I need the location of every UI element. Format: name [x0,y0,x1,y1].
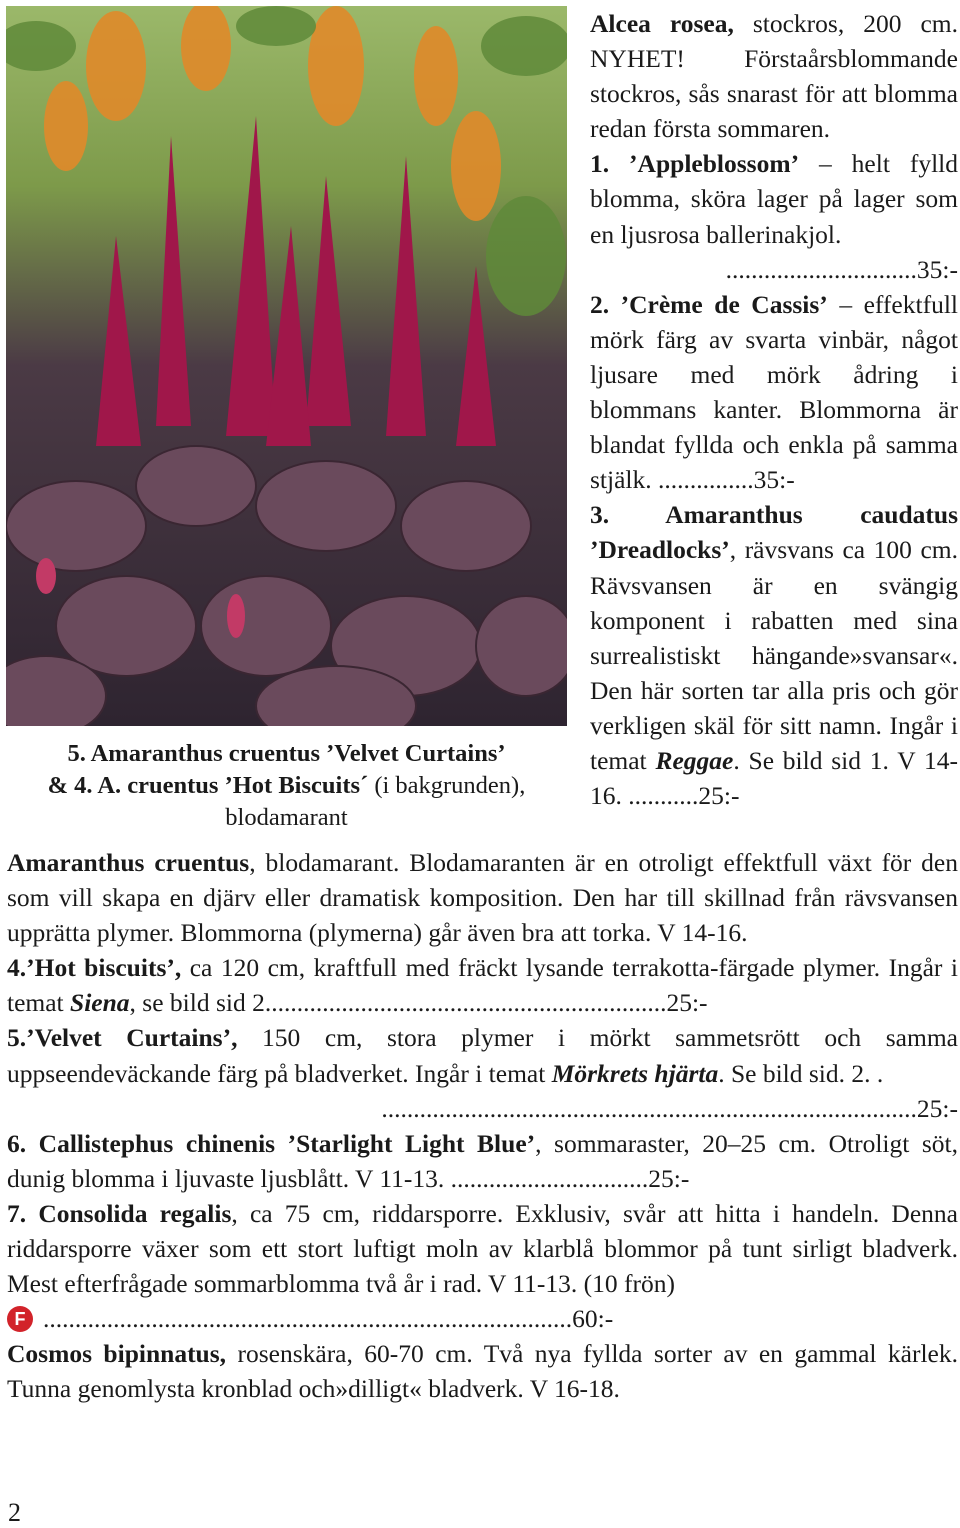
cosmos-entry [7,1336,958,1406]
item-7-price-line [7,1301,958,1336]
amaranthus-photo [6,6,567,726]
item-4-theme: Siena [70,988,130,1018]
item-1-price: ..............................35:- [725,254,958,284]
photo-illustration [6,6,567,726]
cruentus-entry [7,845,958,950]
item-7-text: , ca 75 cm, riddarsporre. Exklusiv, svår att hitta i handeln. Denna riddarsporre växer som ett stort luftigt moln av klarblå blommor på tunt sirligt bladverk. Mest efterfrågade sommarblomma två år i rad. V 11-13. (10 frön) [7,1198,958,1299]
item-5-after: . Se bild sid. 2. . [718,1058,884,1088]
item-6-entry [7,1126,958,1196]
caption-line-2-bold: & 4. A. cruentus ’Hot Biscuits´ [47,772,369,799]
item-4-text: ca 120 cm, kraftfull med fräckt lysande terrakotta-färgade plymer. Ingår i temat [7,953,958,1018]
alcea-title: Alcea rosea, [590,9,734,38]
item-5-theme: Mörkrets hjärta [551,1058,719,1088]
item-4-entry [7,950,958,1020]
caption-line-2 [6,770,567,802]
item-6-title: 6. Callistephus chinenis ’Starlight Light Blue’ [7,1128,536,1158]
item-4-title: 4.’Hot biscuits’, [7,953,182,983]
caption-line-1: 5. Amaranthus cruentus ’Velvet Curtains’ [67,740,506,767]
item-5-price: ....................................................................................25:- [381,1093,958,1123]
item-1-title: 1. ’Appleblossom’ [590,149,800,179]
item-3-entry [590,497,958,813]
right-column [590,6,958,813]
caption-line-2-rest: (i bakgrunden), [368,772,526,799]
alcea-entry [590,6,958,146]
item-3-title: 3. Amaranthus caudatus ’Dreadlocks’ [590,500,958,565]
alcea-text: stockros, 200 cm. NYHET! Förstaårsblommande stockros, sås snarast för att blomma redan första sommaren. [590,9,958,144]
full-width-text [7,845,958,1407]
item-1-entry [590,146,958,286]
item-5-entry [7,1020,958,1125]
cruentus-title: Amaranthus cruentus [7,848,250,877]
item-1-text: – helt fylld blomma, sköra lager på lager som en ljusrosa ballerinakjol. [590,149,958,249]
item-2-title: 2. ’Crème de Cassis’ [590,289,828,319]
photo-caption [6,738,567,834]
item-2-entry [590,287,958,498]
item-7-title: 7. Consolida regalis [7,1198,232,1228]
item-6-text: , sommaraster, 20–25 cm. Otroligt söt, dunig blomma i ljuvaste ljusblått. V 11-13. [7,1128,958,1193]
item-2-text: – effektfull mörk färg av svarta vinbär, något ljusare med mörk ådring i blommans kanter. Blommorna är blandat fyllda och enkla på samma stjälk. ...............35:- [590,289,958,495]
item-4-after: , se bild sid 2. [129,988,272,1018]
item-6-price: ...............................25:- [444,1163,690,1193]
f-badge-icon: F [7,1306,33,1332]
page-number: 2 [8,1498,21,1527]
cosmos-text: rosenskära, 60-70 cm. Två nya fyllda sorter av en gammal kärlek. Tunna genomlysta kronblad och»dilligt« bladverk. V 16-18. [7,1339,958,1404]
item-3-theme: Reggae [655,745,734,775]
cruentus-text: , blodamarant. Blodamaranten är en otroligt effektfull växt för den som vill skapa en djärv eller dramatisk komposition. Den har till skillnad från rävsvansen upprätta plymer. Blommorna (plymerna) går även bra att torka. V 14-16. [7,848,959,948]
item-7-price: ...................................................................................60:- [43,1304,614,1334]
item-4-price: ..............................................................25:- [271,988,708,1018]
item-3-after: . Se bild sid 1. V 14-16. ...........25:- [590,745,958,811]
item-7-entry [7,1196,958,1336]
caption-line-3: blodamarant [225,804,348,831]
item-5-title: 5.’Velvet Curtains’, [7,1023,238,1053]
item-5-text: 150 cm, stora plymer i mörkt sammetsrött och samma uppseendeväckande färg på bladverket. Ingår i temat [7,1023,958,1088]
item-3-text: , rävsvans ca 100 cm. Rävsvansen är en svängig komponent i rabatten med sina surrealistiskt hängande»svansar«. Den här sorten tar alla pris och gör verkligen skäl för sitt namn. Ingår i temat [590,535,958,775]
cosmos-title: Cosmos bipinnatus, [7,1339,227,1369]
